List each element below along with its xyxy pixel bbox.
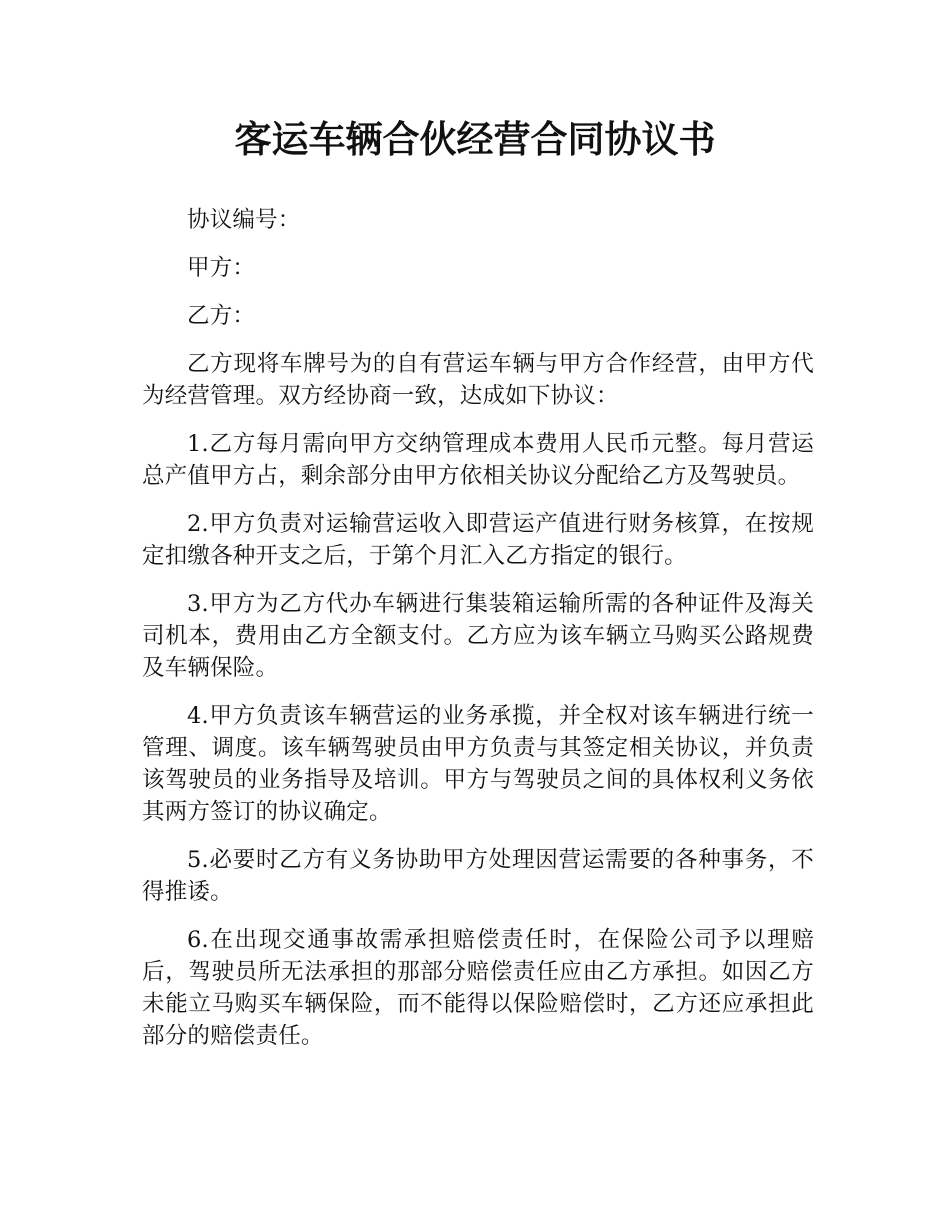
- field-party-a: 甲方：: [187, 255, 256, 281]
- clause-2: 2.甲方负责对运输营运收入即营运产值进行财务核算，在按规定扣缴各种开支之后，于第个月汇入乙方指定的银行。: [142, 511, 814, 569]
- clause-1: 1.乙方每月需向甲方交纳管理成本费用人民币元整。每月营运总产值甲方占，剩余部分由甲方依相关协议分配给乙方及驾驶员。: [142, 431, 814, 489]
- clause-3: 3.甲方为乙方代办车辆进行集装箱运输所需的各种证件及海关司机本，费用由乙方全额支付。乙方应为该车辆立马购买公路规费及车辆保险。: [142, 591, 814, 681]
- intro-paragraph: 乙方现将车牌号为的自有营运车辆与甲方合作经营，由甲方代为经营管理。双方经协商一致，达成如下协议：: [142, 351, 814, 409]
- field-agreement-number: 协议编号：: [187, 207, 301, 233]
- field-party-b: 乙方：: [187, 303, 256, 329]
- clause-4: 4.甲方负责该车辆营运的业务承揽，并全权对该车辆进行统一管理、调度。该车辆驾驶员由甲方负责与其签定相关协议，并负责该驾驶员的业务指导及培训。甲方与驾驶员之间的具体权利义务依其两方签订的协议确定。: [142, 703, 814, 825]
- document-body: [142, 204, 814, 1068]
- clause-6: 6.在出现交通事故需承担赔偿责任时，在保险公司予以理赔后，驾驶员所无法承担的那部分赔偿责任应由乙方承担。如因乙方未能立马购买车辆保险，而不能得以保险赔偿时，乙方还应承担此部分的赔偿责任。: [142, 927, 814, 1049]
- document-title: 客运车辆合伙经营合同协议书: [234, 118, 716, 161]
- clause-5: 5.必要时乙方有义务协助甲方处理因营运需要的各种事务，不得推诿。: [142, 847, 814, 905]
